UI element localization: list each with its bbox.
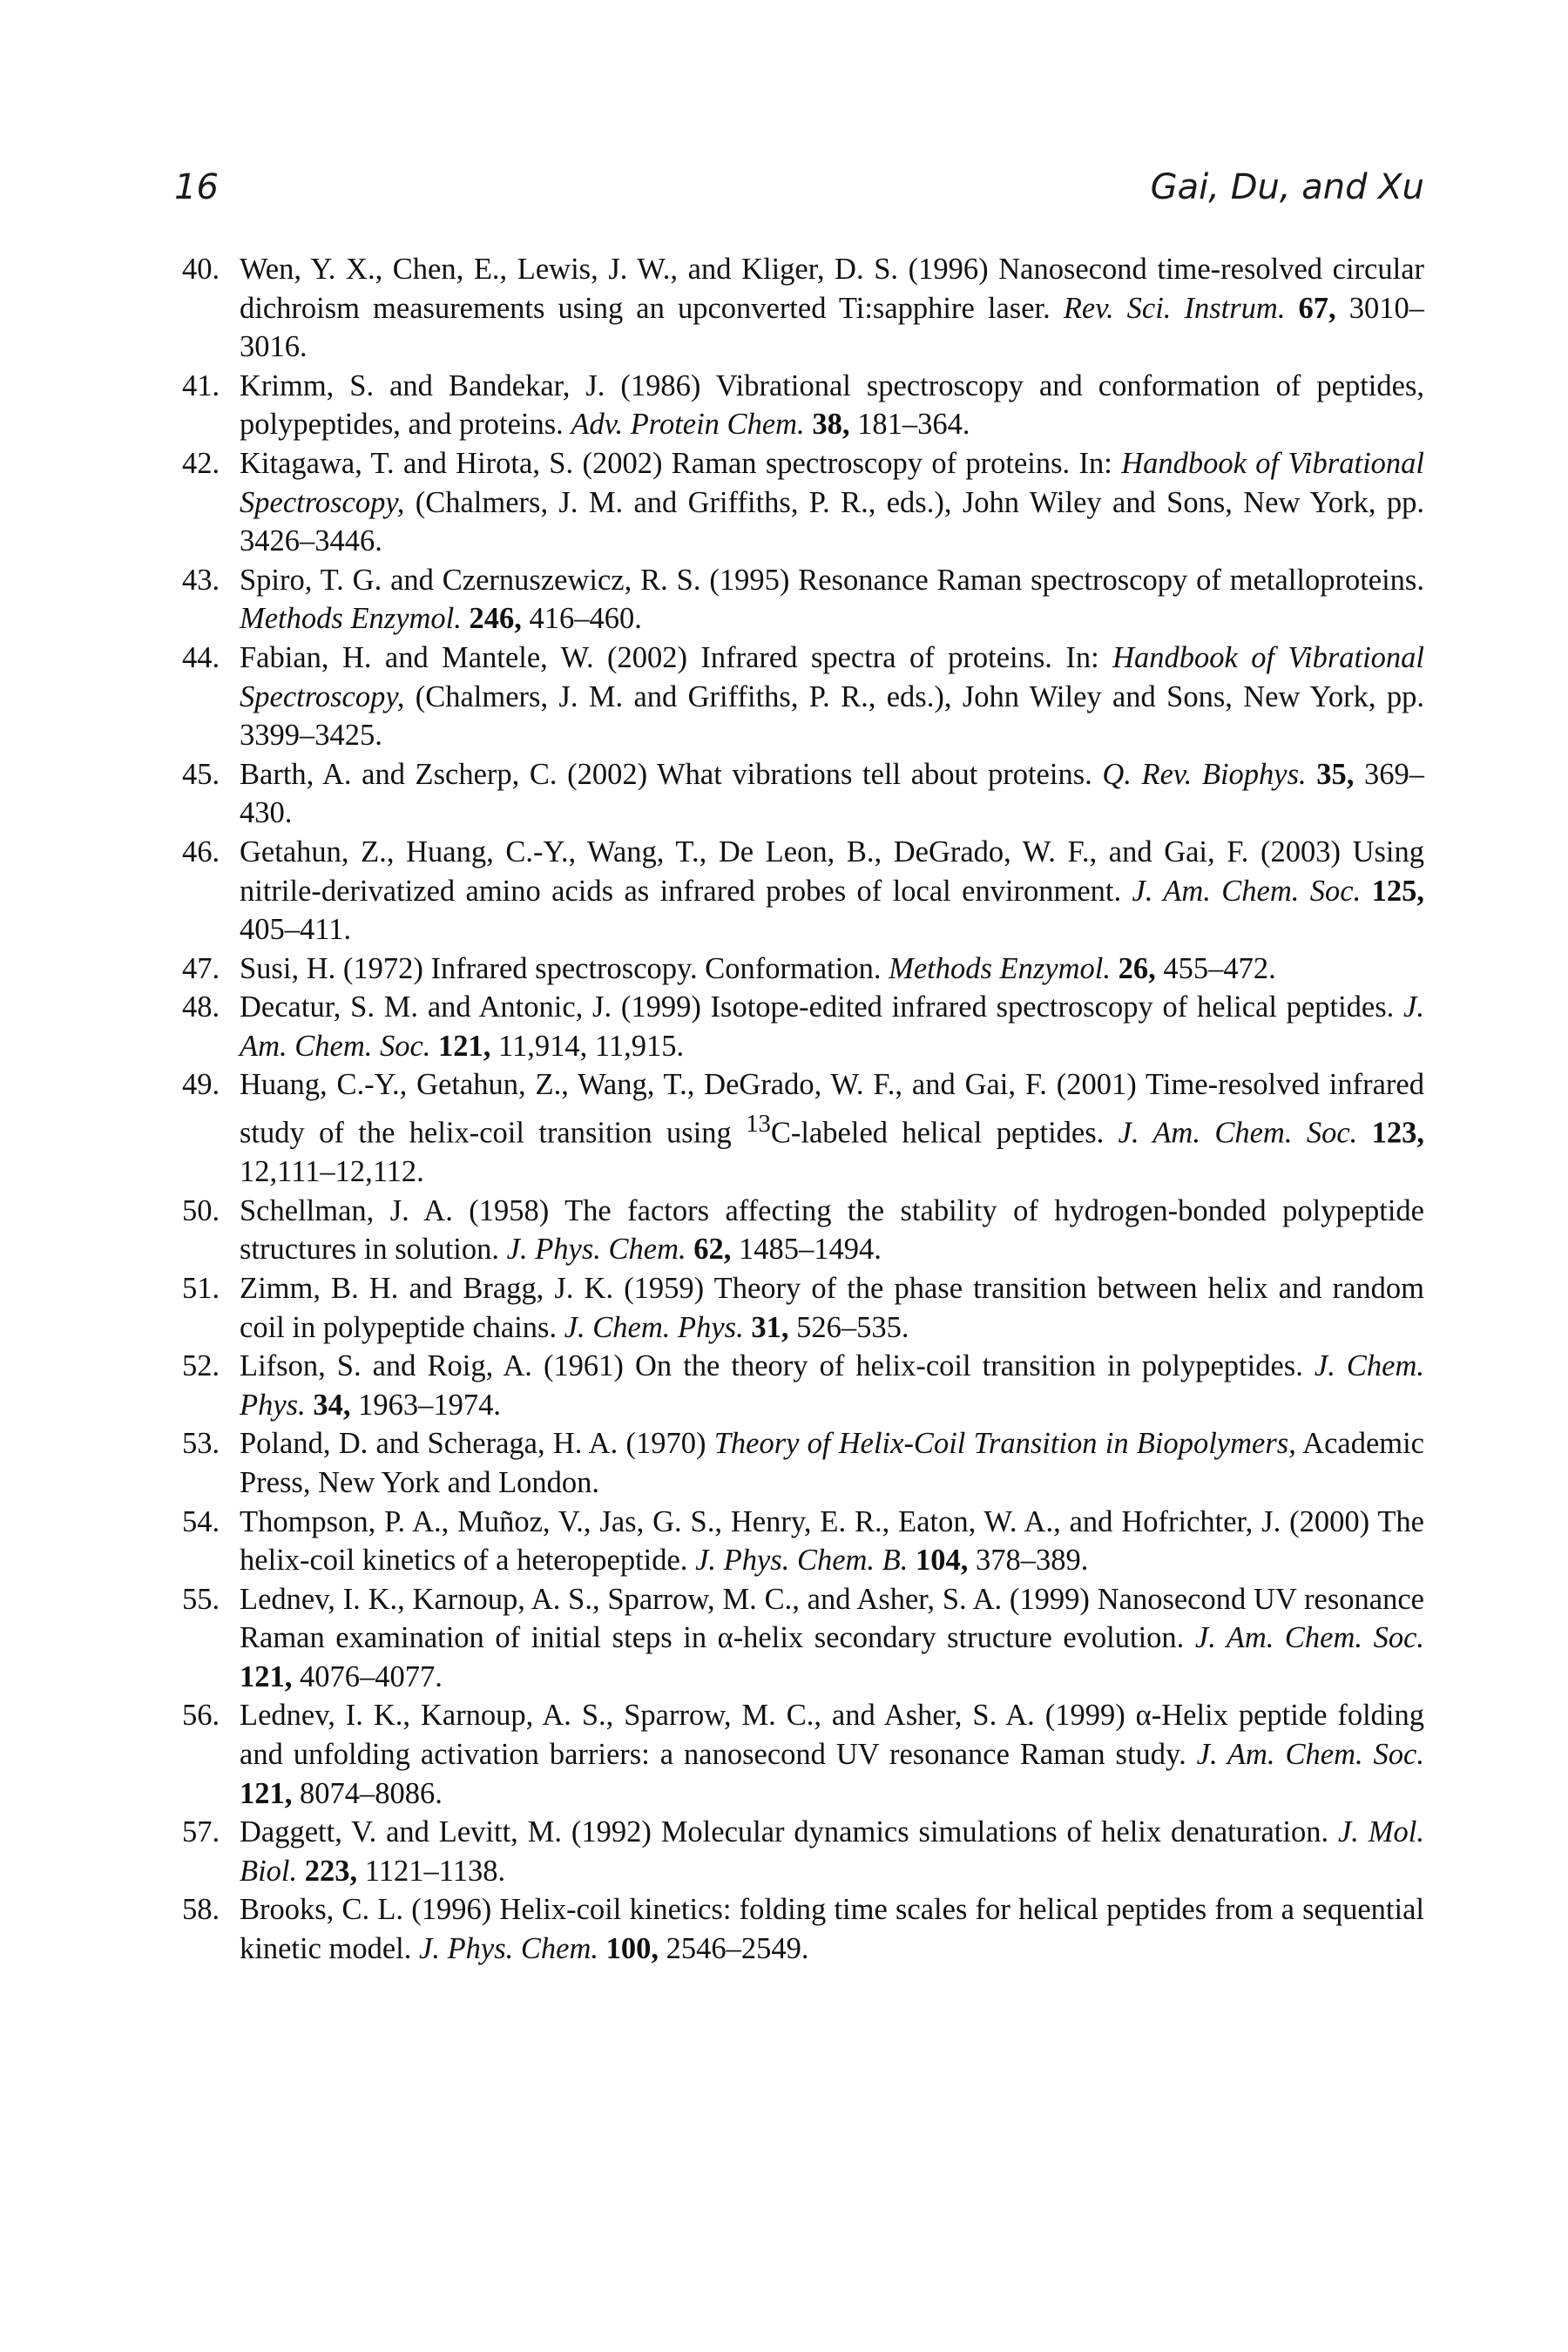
reference-item [182, 1580, 1424, 1697]
reference-number: 48. [182, 990, 220, 1024]
reference-item [182, 561, 1424, 639]
reference-item [182, 1424, 1424, 1502]
reference-text [240, 1696, 1424, 1813]
reference-text-segment: Fabian, H. and Mantele, W. (2002) Infrared spectra of proteins. In: [240, 640, 1113, 674]
reference-volume: 104, [916, 1544, 969, 1578]
reference-number: 47. [182, 951, 220, 985]
reference-volume: 223, [304, 1854, 358, 1888]
reference-item [182, 1269, 1424, 1347]
reference-volume: 67, [1298, 291, 1336, 325]
reference-text-segment: C-labeled helical peptides. [770, 1116, 1119, 1150]
running-head: Gai, Du, and Xu [1150, 167, 1424, 207]
reference-text-segment: Susi, H. (1972) Infrared spectroscopy. Conformation. [240, 951, 889, 985]
reference-journal-title: J. Phys. Chem. [506, 1233, 686, 1267]
reference-number: 45. [182, 757, 220, 791]
reference-text-segment: 8074–8086. [292, 1776, 443, 1810]
reference-text-segment: Academic Press, New York and London. [240, 1427, 1424, 1499]
reference-volume: 62, [693, 1233, 732, 1267]
reference-text-segment: 4076–4077. [292, 1659, 443, 1693]
reference-text [240, 988, 1424, 1065]
reference-journal-title: Handbook of Vibrational Spectroscopy, [240, 446, 1424, 519]
reference-text [240, 444, 1424, 561]
reference-journal-title: J. Phys. Chem. B. [695, 1544, 909, 1578]
reference-text-segment [1285, 292, 1298, 325]
reference-item [182, 1347, 1424, 1424]
reference-text [240, 1813, 1424, 1890]
reference-text-segment: Poland, D. and Scheraga, H. A. (1970) [240, 1427, 714, 1461]
reference-item [182, 367, 1424, 444]
reference-number: 44. [182, 640, 220, 674]
reference-number: 56. [182, 1699, 220, 1733]
reference-list [182, 250, 1424, 1969]
reference-text-segment [908, 1544, 916, 1577]
reference-text-segment [598, 1932, 606, 1965]
reference-journal-title: J. Am. Chem. Soc. [240, 990, 1424, 1063]
reference-text-segment: 11,914, 11,915. [490, 1029, 685, 1063]
reference-item [182, 250, 1424, 367]
reference-text-segment: 1485–1494. [731, 1233, 882, 1267]
reference-volume: 121, [438, 1029, 491, 1063]
reference-text-segment: 1121–1138. [357, 1854, 506, 1888]
reference-text-segment: 416–460. [521, 602, 642, 636]
reference-text-segment: Barth, A. and Zscherp, C. (2002) What vibrations tell about proteins. [240, 757, 1103, 791]
reference-number: 42. [182, 446, 220, 480]
reference-journal-title: J. Am. Chem. Soc. [1194, 1621, 1425, 1655]
reference-item [182, 755, 1424, 833]
reference-text-segment [1307, 758, 1317, 791]
reference-text-segment: (Chalmers, J. M. and Griffiths, P. R., eds.), John Wiley and Sons, New York, pp. 3426–3446. [240, 485, 1424, 558]
page-header [174, 167, 1424, 220]
reference-text-segment: 181–364. [849, 408, 970, 442]
reference-text-segment: 526–535. [788, 1310, 909, 1344]
reference-journal-title: Adv. Protein Chem. [571, 408, 805, 442]
reference-number: 55. [182, 1582, 220, 1616]
reference-journal-title: J. Chem. Phys. [564, 1310, 744, 1344]
reference-text-segment: Lednev, I. K., Karnoup, A. S., Sparrow, M. C., and Asher, S. A. (1999) α-Helix peptide folding and unfolding activation barriers: a nanosecond UV resonance Raman study. [240, 1699, 1424, 1772]
reference-journal-title: J. Chem. Phys. [240, 1349, 1424, 1422]
reference-text [240, 639, 1424, 755]
reference-text-segment: Schellman, J. A. (1958) The factors affecting the stability of hydrogen-bonded polypeptide structures in solution. [240, 1193, 1424, 1267]
reference-volume: 123, [1371, 1116, 1425, 1150]
page-number: 16 [174, 167, 219, 207]
reference-item [182, 1192, 1424, 1269]
reference-text-segment: Lifson, S. and Roig, A. (1961) On the theory of helix-coil transition in polypeptides. [240, 1349, 1315, 1383]
reference-item [182, 444, 1424, 561]
reference-text [240, 367, 1424, 444]
reference-text-segment: 1963–1974. [350, 1388, 501, 1422]
reference-item [182, 639, 1424, 755]
reference-text [240, 950, 1424, 989]
reference-number: 52. [182, 1349, 220, 1383]
reference-number: 53. [182, 1427, 220, 1461]
reference-journal-title: Theory of Helix-Coil Transition in Biopolymers, [713, 1427, 1296, 1461]
reference-text [240, 250, 1424, 367]
reference-item [182, 1503, 1424, 1580]
reference-text [240, 1580, 1424, 1697]
reference-journal-title: Handbook of Vibrational Spectroscopy, [240, 640, 1425, 713]
reference-journal-title: J. Am. Chem. Soc. [1118, 1116, 1358, 1150]
reference-item [182, 1813, 1424, 1890]
reference-item [182, 988, 1424, 1065]
reference-number: 58. [182, 1893, 220, 1927]
reference-text [240, 1347, 1424, 1424]
reference-number: 50. [182, 1193, 220, 1227]
reference-text-segment: 369–430. [240, 757, 1425, 830]
reference-journal-title: Q. Rev. Biophys. [1102, 757, 1307, 791]
reference-volume: 31, [751, 1310, 789, 1344]
reference-text-segment [430, 1030, 438, 1063]
reference-text-segment: Spiro, T. G. and Czernuszewicz, R. S. (1995) Resonance Raman spectroscopy of metalloproteins. [240, 563, 1424, 597]
reference-text-segment: 2546–2549. [659, 1932, 809, 1966]
reference-number: 54. [182, 1504, 220, 1538]
reference-number: 46. [182, 835, 220, 868]
reference-journal-title: J. Am. Chem. Soc. [1132, 874, 1362, 908]
reference-volume: 121, [240, 1659, 293, 1693]
reference-journal-title: Methods Enzymol. [240, 602, 462, 636]
reference-text-segment [1357, 1117, 1371, 1150]
reference-superscript: 13 [746, 1110, 771, 1139]
reference-journal-title: J. Mol. Biol. [240, 1815, 1424, 1888]
reference-text [240, 1065, 1424, 1191]
reference-text-segment: (Chalmers, J. M. and Griffiths, P. R., eds.), John Wiley and Sons, New York, pp. 3399–3425. [240, 679, 1424, 753]
reference-number: 41. [182, 368, 220, 402]
reference-item [182, 950, 1424, 989]
reference-text [240, 755, 1424, 833]
reference-text-segment [297, 1855, 305, 1888]
reference-journal-title: J. Phys. Chem. [419, 1932, 598, 1966]
reference-text-segment: Zimm, B. H. and Bragg, J. K. (1959) Theory of the phase transition between helix and random coil in polypeptide chains. [240, 1271, 1424, 1344]
reference-text [240, 1269, 1424, 1347]
reference-item [182, 1890, 1424, 1968]
reference-volume: 26, [1118, 951, 1156, 985]
reference-number: 51. [182, 1271, 220, 1305]
reference-volume: 38, [812, 408, 850, 442]
reference-journal-title: J. Am. Chem. Soc. [1196, 1738, 1424, 1772]
reference-text-segment: Getahun, Z., Huang, C.-Y., Wang, T., De Leon, B., DeGrado, W. F., and Gai, F. (2003) Using nitrile-derivatized amino acids as infrared probes of local environment. [240, 835, 1424, 908]
reference-volume: 34, [313, 1388, 351, 1422]
reference-text-segment: 405–411. [240, 913, 352, 947]
reference-number: 40. [182, 253, 220, 286]
reference-text-segment [1361, 875, 1371, 908]
reference-volume: 121, [240, 1776, 293, 1810]
reference-text [240, 561, 1424, 639]
reference-text-segment [462, 602, 470, 635]
reference-volume: 125, [1371, 874, 1425, 908]
reference-text-segment [686, 1233, 694, 1266]
reference-number: 49. [182, 1068, 220, 1102]
reference-text-segment: Daggett, V. and Levitt, M. (1992) Molecular dynamics simulations of helix denaturation. [240, 1815, 1338, 1849]
reference-text-segment [1111, 952, 1119, 985]
reference-text-segment: Wen, Y. X., Chen, E., Lewis, J. W., and Kliger, D. S. (1996) Nanosecond time-resolved circular dichroism measurements using an upconverted Ti:sapphire laser. [240, 253, 1424, 325]
reference-text-segment: 12,111–12,112. [240, 1155, 424, 1189]
reference-item [182, 1696, 1424, 1813]
reference-text [240, 1424, 1424, 1502]
reference-number: 43. [182, 563, 220, 597]
reference-text-segment: Lednev, I. K., Karnoup, A. S., Sparrow, M. C., and Asher, S. A. (1999) Nanosecond UV resonance Raman examination of initial steps in α-helix secondary structure evolution. [240, 1582, 1424, 1655]
reference-journal-title: Rev. Sci. Instrum. [1063, 291, 1286, 325]
reference-text-segment: Thompson, P. A., Muñoz, V., Jas, G. S., Henry, E. R., Eaton, W. A., and Hofrichter, J. (2000) The helix-coil kinetics of a heteropeptide. [240, 1504, 1424, 1578]
reference-text-segment: 378–389. [968, 1544, 1089, 1578]
reference-text-segment: Krimm, S. and Bandekar, J. (1986) Vibrational spectroscopy and conformation of peptides, polypeptides, and proteins. [240, 368, 1424, 442]
reference-text [240, 1192, 1424, 1269]
reference-volume: 100, [605, 1932, 659, 1966]
reference-text-segment: Brooks, C. L. (1996) Helix-coil kinetics: folding time scales for helical peptides from a sequential kinetic model. [240, 1893, 1424, 1966]
reference-text [240, 1890, 1424, 1968]
reference-journal-title: Methods Enzymol. [889, 951, 1111, 985]
reference-text [240, 1503, 1424, 1580]
reference-text-segment: Kitagawa, T. and Hirota, S. (2002) Raman spectroscopy of proteins. In: [240, 446, 1122, 480]
reference-text-segment: 3010–3016. [240, 291, 1424, 364]
reference-volume: 35, [1316, 757, 1355, 791]
reference-volume: 246, [469, 602, 522, 636]
reference-text-segment: Huang, C.-Y., Getahun, Z., Wang, T., DeGrado, W. F., and Gai, F. (2001) Time-resolved infrared study of the helix-coil transition using [240, 1068, 1424, 1150]
reference-item [182, 1065, 1424, 1191]
reference-number: 57. [182, 1815, 220, 1849]
reference-text-segment: Decatur, S. M. and Antonic, J. (1999) Isotope-edited infrared spectroscopy of helical peptides. [240, 990, 1404, 1024]
reference-text-segment: 455–472. [1155, 951, 1276, 985]
reference-text [240, 833, 1424, 950]
reference-item [182, 833, 1424, 950]
